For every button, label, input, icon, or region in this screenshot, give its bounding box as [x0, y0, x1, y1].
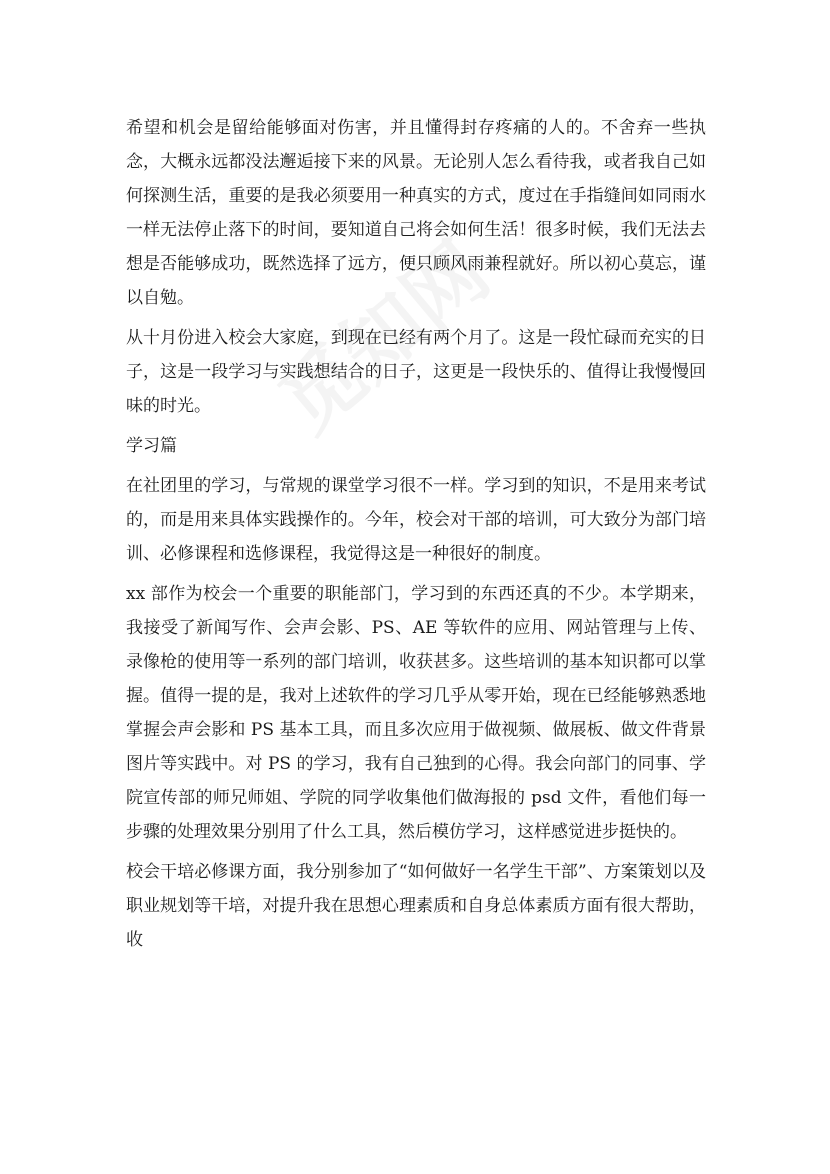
paragraph-2: 从十月份进入校会大家庭，到现在已经有两个月了。这是一段忙碌而充实的日子，这是一段学习与实践想结合的日子，这更是一段快乐的、值得让我慢慢回味的时光。 — [126, 328, 706, 416]
paragraph-5: 校会干培必修课方面，我分别参加了“如何做好一名学生干部”、方案策划以及职业规划等干培，对提升我在思想心理素质和自身总体素质方面有很大帮助，收 — [126, 862, 706, 950]
paragraph-3: 在社团里的学习，与常规的课堂学习很不一样。学习到的知识，不是用来考试的，而是用来具体实践操作的。今年，校会对干部的培训，可大致分为部门培训、必修课程和选修课程，我觉得这是一种很好的制度。 — [126, 476, 706, 564]
paragraph-4: xx 部作为校会一个重要的职能部门，学习到的东西还真的不少。本学期来，我接受了新闻写作、会声会影、PS、AE 等软件的应用、网站管理与上传、录像枪的使用等一系列的部门培训，收获甚多。这些培训的基本知识都可以掌握。值得一提的是，我对上述软件的学习几乎从零开始，现在已经能够熟悉地掌握会声会影和 PS 基本工具，而且多次应用于做视频、做展板、做文件背景图片等实践中。对 PS 的学习，我有自己独到的心得。我会向部门的同事、学院宣传部的师兄师姐、学院的同学收集他们做海报的 psd 文件，看他们每一步骤的处理效果分别用了什么工具，然后模仿学习，这样感觉进步挺快的。 — [126, 584, 706, 842]
document-body — [126, 111, 706, 957]
section-heading-study: 学习篇 — [126, 436, 177, 456]
paragraph-1: 希望和机会是留给能够面对伤害，并且懂得封存疼痛的人的。不舍弃一些执念，大概永远都没法邂逅接下来的风景。无论别人怎么看待我，或者我自己如何探测生活，重要的是我必须要用一种真实的方式，度过在手指缝间如同雨水一样无法停止落下的时间，要知道自己将会如何生活！很多时候，我们无法去想是否能够成功，既然选择了远方，便只顾风雨兼程就好。所以初心莫忘，谨以自勉。 — [126, 118, 706, 308]
